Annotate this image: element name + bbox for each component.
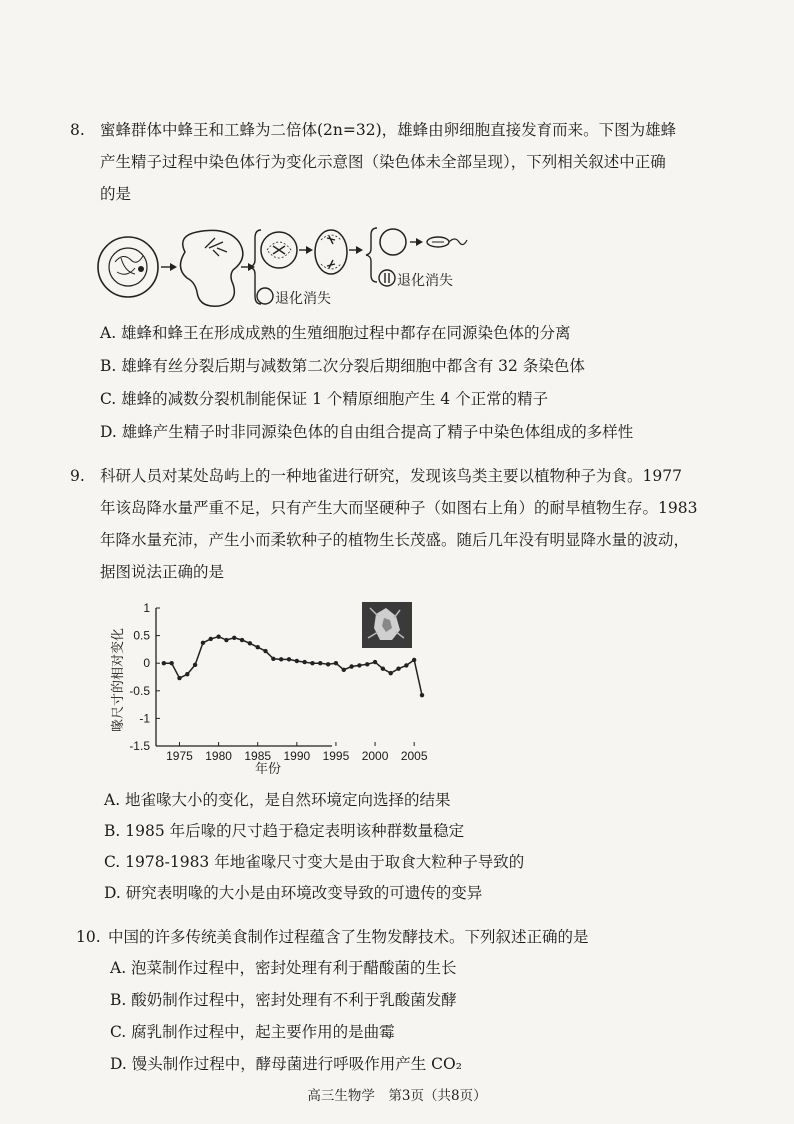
q8-option-a[interactable]: A. 雄蜂和蜂王在形成成熟的生殖细胞过程中都存在同源染色体的分离 — [100, 324, 571, 342]
question-8-line-2: 产生精子过程中染色体行为变化示意图（染色体未全部呈现），下列相关叙述中正确 — [100, 153, 666, 171]
chart-y-tick-label: 0.5 — [133, 628, 150, 643]
chart-point — [169, 661, 173, 665]
question-10-number: 10. — [76, 928, 101, 946]
primary-cell-icon — [98, 237, 158, 297]
chart-x-tick-label: 1990 — [283, 749, 311, 763]
chart-point — [193, 663, 197, 667]
degenerate-label-1: 退化消失 — [275, 291, 331, 307]
chart-point — [381, 667, 385, 671]
chart-point — [310, 661, 314, 665]
question-8-stem — [100, 114, 760, 210]
chart-x-tick-label: 1995 — [322, 749, 350, 763]
chart-point — [420, 693, 424, 697]
q10-option-d[interactable]: D. 馒头制作过程中，酵母菌进行呼吸作用产生 CO₂ — [110, 1055, 462, 1073]
chart-point — [240, 638, 244, 642]
question-9-line-3: 年降水量充沛，产生小而柔软种子的植物生长茂盛。随后几年没有明显降水量的波动， — [100, 531, 690, 549]
chart-point — [396, 667, 400, 671]
beak-size-chart — [100, 598, 430, 778]
chart-y-tick-label: 1 — [143, 601, 150, 615]
degenerate-label-2: 退化消失 — [397, 273, 453, 289]
chart-point — [373, 660, 377, 664]
chart-x-tick-label: 1980 — [205, 749, 232, 763]
chart-point — [334, 661, 338, 665]
chart-point — [365, 662, 369, 666]
question-10-stem: 中国的许多传统美食制作过程蕴含了生物发酵技术。下列叙述正确的是 — [108, 928, 589, 946]
chart-point — [177, 676, 181, 680]
chart-point — [216, 635, 220, 639]
chart-x-tick-label: 1985 — [244, 749, 272, 763]
question-9-line-4: 据图说法正确的是 — [100, 563, 225, 581]
chart-point — [404, 663, 408, 667]
question-8-line-3: 的是 — [100, 185, 132, 203]
chart-point — [302, 660, 306, 664]
question-9-line-2: 年该岛降水量严重不足，只有产生大而坚硬种子（如图右上角）的耐旱植物生存。1983 — [100, 499, 698, 517]
q8-option-c[interactable]: C. 雄蜂的减数分裂机制能保证 1 个精原细胞产生 4 个正常的精子 — [100, 390, 549, 408]
chart-point — [287, 657, 291, 661]
q8-option-d[interactable]: D. 雄蜂产生精子时非同源染色体的自由组合提高了精子中染色体组成的多样性 — [100, 423, 634, 441]
spermatid-cell-icon — [380, 229, 406, 255]
question-9-stem — [100, 460, 760, 588]
chart-point — [209, 637, 213, 641]
chart-y-tick-label: -1 — [139, 711, 150, 726]
q10-option-a[interactable]: A. 泡菜制作过程中，密封处理有利于醋酸菌的生长 — [110, 959, 457, 977]
q9-option-b[interactable]: B. 1985 年后喙的尺寸趋于稳定表明该种群数量稳定 — [104, 822, 465, 840]
chart-point — [357, 663, 361, 667]
chart-y-tick-label: 0 — [143, 656, 150, 671]
chart-point — [256, 645, 260, 649]
q9-option-d[interactable]: D. 研究表明喙的大小是由环境改变导致的可遗传的变异 — [104, 884, 483, 902]
chart-point — [326, 662, 330, 666]
q9-option-c[interactable]: C. 1978-1983 年地雀喙尺寸变大是由于取食大粒种子导致的 — [104, 853, 525, 871]
chart-y-tick-label: -0.5 — [129, 683, 150, 698]
chart-point — [185, 672, 189, 676]
chart-x-tick-label: 1975 — [166, 749, 193, 763]
chart-point — [201, 641, 205, 645]
chart-point — [263, 649, 267, 653]
chart-point — [248, 641, 252, 645]
sperm-icon — [427, 237, 467, 247]
degenerate-cell-icon — [257, 288, 273, 304]
chart-point — [342, 668, 346, 672]
chart-point — [224, 638, 228, 642]
chart-x-tick-label: 2005 — [400, 749, 428, 763]
question-9-line-1: 科研人员对某处岛屿上的一种地雀进行研究，发现该鸟类主要以植物种子为食。1977 — [100, 467, 682, 485]
chart-point — [318, 661, 322, 665]
q8-option-b[interactable]: B. 雄蜂有丝分裂后期与减数第二次分裂后期细胞中都含有 32 条染色体 — [100, 357, 585, 375]
chart-point — [349, 664, 353, 668]
chart-point — [412, 658, 416, 662]
q10-option-c[interactable]: C. 腐乳制作过程中，起主要作用的是曲霉 — [110, 1023, 395, 1041]
q9-option-a[interactable]: A. 地雀喙大小的变化，是自然环境定向选择的结果 — [104, 791, 451, 809]
question-8-number: 8. — [70, 121, 85, 139]
chart-xlabel: 年份 — [254, 762, 282, 777]
chart-point — [279, 657, 283, 661]
page-footer: 高三生物学 第3页（共8页） — [307, 1088, 487, 1104]
q10-option-b[interactable]: B. 酸奶制作过程中，密封处理有不利于乳酸菌发酵 — [110, 991, 457, 1009]
chart-point — [162, 661, 166, 665]
chart-point — [232, 636, 236, 640]
anaphase-cell-icon — [315, 230, 347, 274]
seed-photo-icon — [362, 602, 412, 648]
question-8-line-1: 蜜蜂群体中蜂王和工蜂为二倍体(2n=32)，雄蜂由卵细胞直接发育而来。下图为雄蜂 — [100, 121, 677, 139]
metaphase-cell-icon — [261, 232, 297, 268]
chart-point — [295, 659, 299, 663]
budding-cell-icon — [180, 230, 242, 306]
chart-point — [271, 657, 275, 661]
question-9-number: 9. — [70, 467, 85, 485]
degenerate-cell-small-icon — [379, 270, 395, 286]
chart-x-tick-label: 2000 — [361, 749, 389, 763]
chart-point — [389, 671, 393, 675]
chart-ylabel: 喙尺寸的相对变化 — [111, 627, 126, 733]
chart-y-tick-label: -1.5 — [129, 739, 150, 753]
